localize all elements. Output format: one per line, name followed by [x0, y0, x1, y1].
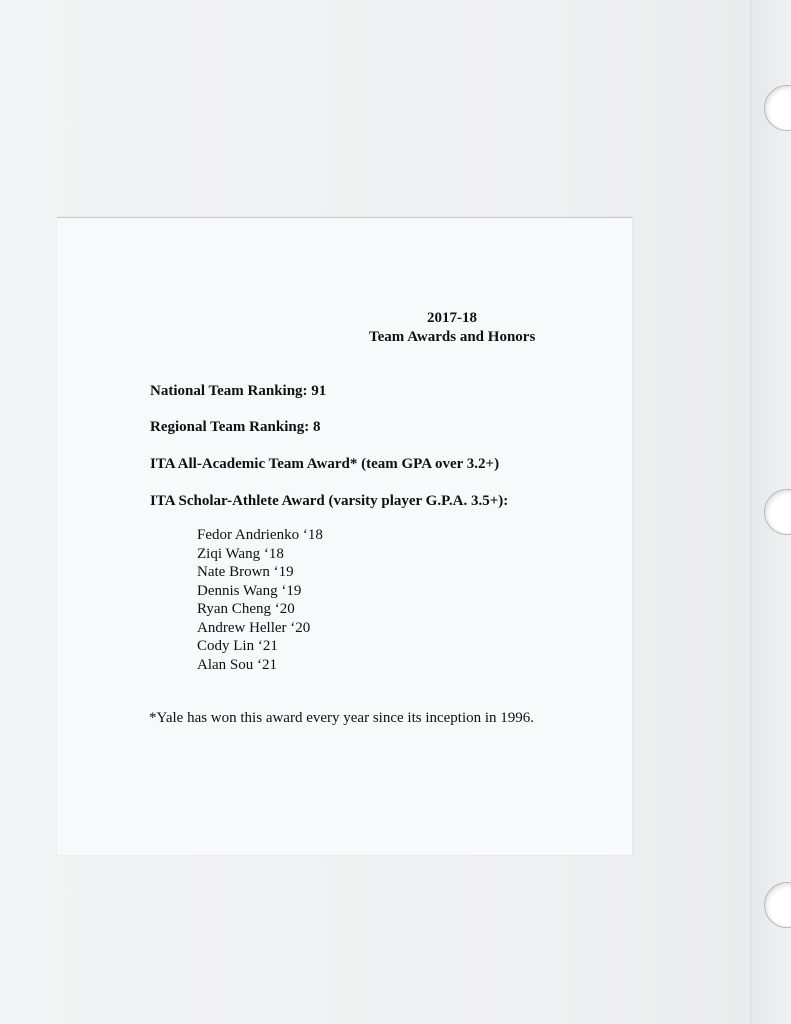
list-item: Fedor Andrienko ‘18	[197, 527, 323, 543]
list-item: Andrew Heller ‘20	[197, 619, 311, 636]
footnote: *Yale has won this award every year since its inception in 1996.	[149, 710, 535, 726]
scholar-athlete-award: ITA Scholar-Athlete Award (varsity player G.P.A. 3.5+):	[150, 493, 509, 509]
season-label: 2017-18	[427, 310, 477, 326]
awards-sheet	[57, 217, 632, 855]
list-item: Ryan Cheng ‘20	[197, 601, 295, 617]
document-heading: Team Awards and Honors	[369, 329, 536, 345]
national-ranking: National Team Ranking: 91	[150, 383, 327, 399]
list-item: Nate Brown ‘19	[197, 564, 294, 580]
list-item: Ziqi Wang ‘18	[197, 545, 284, 562]
list-item: Alan Sou ‘21	[197, 656, 277, 673]
list-item: Cody Lin ‘21	[197, 638, 278, 654]
all-academic-award: ITA All-Academic Team Award* (team GPA over 3.2+)	[150, 456, 500, 472]
player-list	[197, 526, 323, 674]
regional-ranking: Regional Team Ranking: 8	[150, 419, 321, 435]
list-item: Dennis Wang ‘19	[197, 582, 302, 599]
